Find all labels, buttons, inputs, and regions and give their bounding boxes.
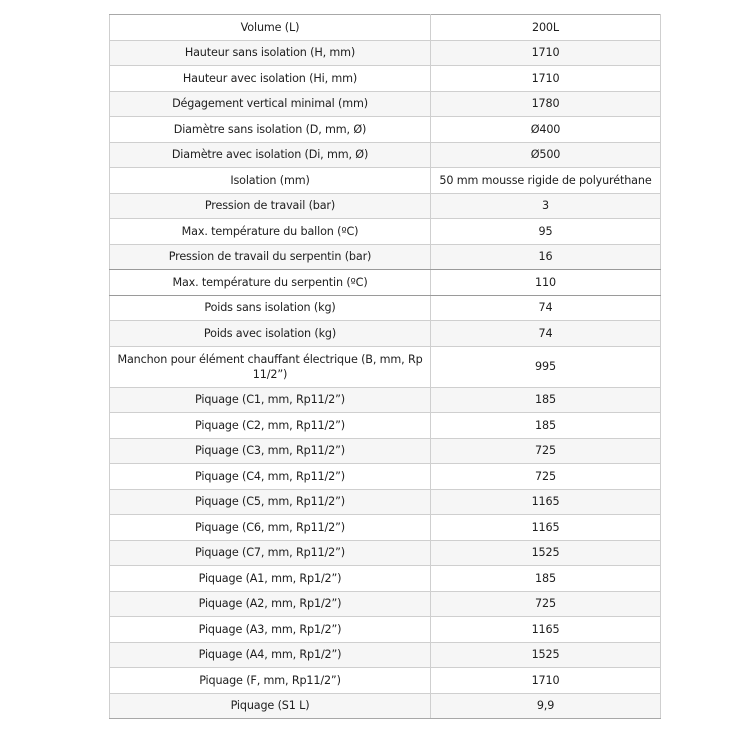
row-value: Ø400 [431,117,661,143]
row-value: 185 [431,387,661,413]
row-label: Poids avec isolation (kg) [110,321,431,347]
table-row [110,540,661,566]
row-label: Piquage (A4, mm, Rp1/2”) [110,642,431,668]
row-label: Piquage (C2, mm, Rp11/2”) [110,413,431,439]
row-value: 995 [431,346,661,387]
row-value: 110 [431,270,661,296]
row-value: Ø500 [431,142,661,168]
row-label: Piquage (A3, mm, Rp1/2”) [110,617,431,643]
row-label: Diamètre sans isolation (D, mm, Ø) [110,117,431,143]
table-row [110,668,661,694]
row-label: Piquage (C4, mm, Rp11/2”) [110,464,431,490]
table-row [110,40,661,66]
table-row [110,693,661,719]
row-value: 1165 [431,617,661,643]
row-label: Hauteur avec isolation (Hi, mm) [110,66,431,92]
row-label: Piquage (A2, mm, Rp1/2”) [110,591,431,617]
row-value: 1780 [431,91,661,117]
row-value: 9,9 [431,693,661,719]
table-row [110,117,661,143]
row-value: 95 [431,219,661,245]
table-row [110,566,661,592]
row-value: 725 [431,438,661,464]
row-label: Isolation (mm) [110,168,431,194]
row-label: Piquage (C5, mm, Rp11/2”) [110,489,431,515]
row-label: Piquage (S1 L) [110,693,431,719]
row-label: Piquage (C6, mm, Rp11/2”) [110,515,431,541]
row-label: Piquage (C1, mm, Rp11/2”) [110,387,431,413]
table-row [110,91,661,117]
table-row [110,387,661,413]
row-value: 74 [431,295,661,321]
row-value: 1165 [431,515,661,541]
table-row [110,346,661,387]
row-value: 185 [431,566,661,592]
row-label: Poids sans isolation (kg) [110,295,431,321]
row-value: 200L [431,15,661,41]
table-row [110,66,661,92]
row-label: Diamètre avec isolation (Di, mm, Ø) [110,142,431,168]
row-value: 3 [431,193,661,219]
row-label: Manchon pour élément chauffant électrique (B, mm, Rp 11/2”) [110,346,431,387]
table-row [110,617,661,643]
table-row [110,295,661,321]
table-row [110,642,661,668]
table-row [110,591,661,617]
table-row [110,413,661,439]
table-row [110,321,661,347]
table-row [110,142,661,168]
row-value: 1710 [431,40,661,66]
table-row [110,244,661,270]
row-label: Piquage (A1, mm, Rp1/2”) [110,566,431,592]
row-label: Pression de travail du serpentin (bar) [110,244,431,270]
table-row [110,489,661,515]
row-label: Volume (L) [110,15,431,41]
table-row [110,15,661,41]
row-label: Max. température du serpentin (ºC) [110,270,431,296]
row-value: 1710 [431,668,661,694]
row-label: Piquage (C3, mm, Rp11/2”) [110,438,431,464]
table-row [110,193,661,219]
row-value: 16 [431,244,661,270]
table-row [110,515,661,541]
spec-table [109,14,661,719]
row-value: 725 [431,591,661,617]
row-label: Dégagement vertical minimal (mm) [110,91,431,117]
row-value: 74 [431,321,661,347]
table-row [110,270,661,296]
row-label: Pression de travail (bar) [110,193,431,219]
table-row [110,168,661,194]
row-value: 1710 [431,66,661,92]
row-label: Max. température du ballon (ºC) [110,219,431,245]
table-row [110,219,661,245]
table-row [110,464,661,490]
row-value: 185 [431,413,661,439]
row-value: 725 [431,464,661,490]
row-label: Piquage (C7, mm, Rp11/2”) [110,540,431,566]
row-value: 1525 [431,540,661,566]
table-row [110,438,661,464]
row-value: 1525 [431,642,661,668]
row-value: 1165 [431,489,661,515]
row-label: Hauteur sans isolation (H, mm) [110,40,431,66]
row-value: 50 mm mousse rigide de polyuréthane [431,168,661,194]
row-label: Piquage (F, mm, Rp11/2”) [110,668,431,694]
